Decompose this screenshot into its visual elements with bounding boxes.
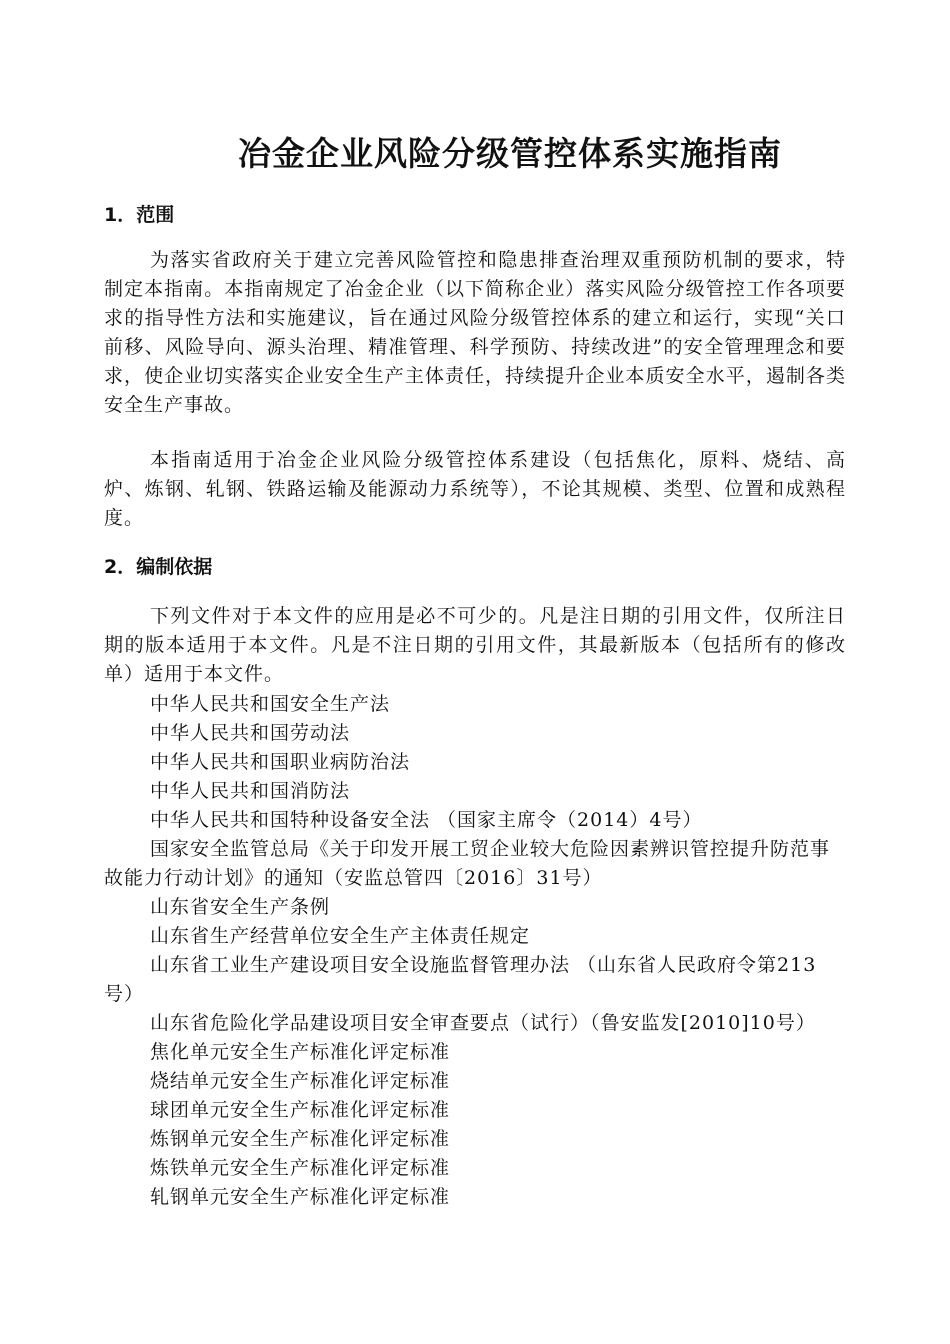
reference-item: 山东省安全生产条例 xyxy=(150,896,331,918)
reference-item: 中华人民共和国劳动法 xyxy=(150,722,351,744)
reference-item: 山东省危险化学品建设项目安全审查要点（试行）（鲁安监发[2010]10号） xyxy=(150,1012,816,1034)
section-2-intro: 下列文件对于本文件的应用是必不可少的。凡是注日期的引用文件，仅所注日期的版本适用于本文件。凡是不注日期的引用文件，其最新版本（包括所有的修改单）适用于本文件。 xyxy=(104,605,846,685)
section-1-heading: 1．范围 xyxy=(104,204,175,226)
reference-item: 炼铁单元安全生产标准化评定标准 xyxy=(150,1157,451,1179)
reference-item: 中华人民共和国特种设备安全法 （国家主席令（2014）4号） xyxy=(150,809,703,831)
reference-item: 中华人民共和国消防法 xyxy=(150,780,351,802)
reference-list xyxy=(104,690,846,1212)
reference-item: 球团单元安全生产标准化评定标准 xyxy=(150,1099,451,1121)
section-2-heading: 2．编制依据 xyxy=(104,556,213,578)
document-title: 冶金企业风险分级管控体系实施指南 xyxy=(238,134,782,173)
reference-item: 中华人民共和国职业病防治法 xyxy=(150,751,411,773)
reference-item: 炼钢单元安全生产标准化评定标准 xyxy=(150,1128,451,1150)
section-1-paragraph-1: 为落实省政府关于建立完善风险管控和隐患排查治理双重预防机制的要求，特制定本指南。本指南规定了冶金企业（以下简称企业）落实风险分级管控工作各项要求的指导性方法和实施建议，旨在通过风险分级管控体系的建立和运行，实现“关口前移、风险导向、源头治理、精准管理、科学预防、持续改进”的安全管理理念和要求，使企业切实落实企业安全生产主体责任，持续提升企业本质安全水平，遏制各类安全生产事故。 xyxy=(104,249,846,416)
reference-item: 轧钢单元安全生产标准化评定标准 xyxy=(150,1186,451,1208)
reference-item: 国家安全监管总局《关于印发开展工贸企业较大危险因素辨识管控提升防范事故能力行动计划》的通知（安监总管四〔2016〕31号） xyxy=(104,838,831,889)
section-1-paragraph-2: 本指南适用于冶金企业风险分级管控体系建设（包括焦化，原料、烧结、高炉、炼钢、轧钢、铁路运输及能源动力系统等），不论其规模、类型、位置和成熟程度。 xyxy=(104,449,846,529)
reference-item: 中华人民共和国安全生产法 xyxy=(150,693,391,715)
reference-item: 山东省工业生产建设项目安全设施监督管理办法 （山东省人民政府令第213号） xyxy=(104,954,817,1005)
reference-item: 山东省生产经营单位安全生产主体责任规定 xyxy=(150,925,531,947)
reference-item: 烧结单元安全生产标准化评定标准 xyxy=(150,1070,451,1092)
reference-item: 焦化单元安全生产标准化评定标准 xyxy=(150,1041,451,1063)
